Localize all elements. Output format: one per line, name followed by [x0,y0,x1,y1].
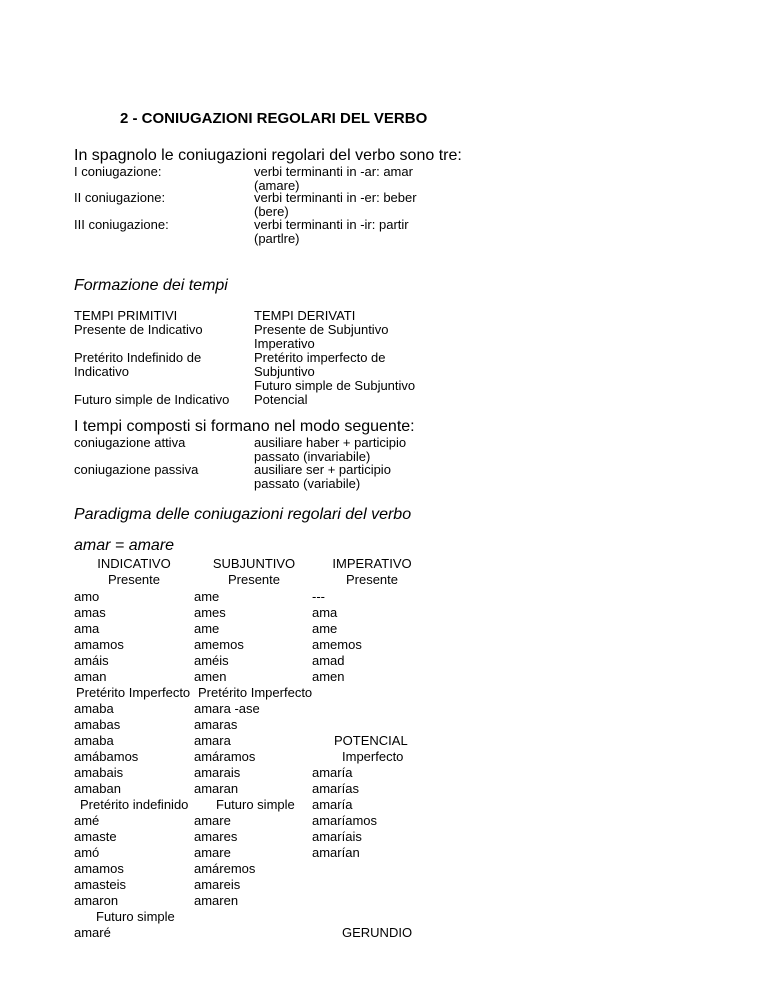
form-cell: amasteis [74,877,127,892]
gerundio-header: GERUNDIO [342,925,413,940]
form-cell: amarías [312,781,359,796]
form-cell: ame [312,621,338,636]
form-cell: amen [312,669,345,684]
form-cell: amaban [74,781,121,796]
form-cell: améis [194,653,229,668]
form-cell: ames [194,605,226,620]
form-cell: amabas [74,717,121,732]
tense-label: Pretérito indefinido [80,797,189,812]
intro-desc-3a: verbi terminanti in -ir: partir [254,217,409,232]
composti-desc-2a: ausiliare ser + participio [254,462,391,477]
form-cell: amó [74,845,100,860]
form-cell: ame [194,621,220,636]
primitivi-line: TEMPI PRIMITIVI [74,308,178,323]
form-cell: amé [74,813,100,828]
form-cell: amaran [194,781,239,796]
imperativo-column [312,589,412,941]
primitivi-line [74,337,229,351]
primitivi-line: Presente de Indicativo [74,322,203,337]
form-cell: amarían [312,845,360,860]
blank-cell [312,685,412,701]
primitivi-line: Futuro simple de Indicativo [74,392,230,407]
form-cell: amaras [194,717,238,732]
form-cell: amabais [74,765,124,780]
form-cell: amares [194,829,238,844]
form-cell: amáremos [194,861,256,876]
form-cell: amara -ase [194,701,260,716]
blank-cell [312,717,412,733]
form-cell: amaren [194,893,239,908]
derivati-line: Subjuntivo [254,364,315,379]
form-cell: amaste [74,829,117,844]
form-cell: amaría [312,765,353,780]
tense-label: Futuro simple [96,909,175,924]
intro-desc-3b: (partlre) [254,231,300,246]
form-cell: amaré [74,925,111,940]
form-cell: amemos [194,637,244,652]
form-cell: amáis [74,653,109,668]
form-cell: amáramos [194,749,256,764]
form-cell: ama [312,605,338,620]
form-cell: --- [312,589,325,604]
composti-heading: I tempi composti si formano nel modo seguente: [74,418,415,435]
form-cell: amad [312,653,345,668]
intro-heading: In spagnolo le coniugazioni regolari del verbo sono tre: [74,147,462,164]
form-cell: amo [74,589,100,604]
intro-desc-1b: (amare) [254,178,300,193]
intro-label-1: I coniugazione: [74,164,162,179]
subjuntivo-subheader: Presente [227,572,281,587]
form-cell: ame [194,589,220,604]
form-cell: amarais [194,765,241,780]
page-title: 2 - CONIUGAZIONI REGOLARI DEL VERBO [120,110,428,127]
form-cell: amas [74,605,106,620]
tense-label: Pretérito Imperfecto [76,685,191,700]
blank-cell [312,701,412,717]
composti-desc-1a: ausiliare haber + participio [254,435,407,450]
form-cell: amen [194,669,227,684]
primitivi-column [74,309,229,407]
indicativo-column [74,589,190,941]
derivati-line: Potencial [254,392,308,407]
paradigma-heading: Paradigma delle coniugazioni regolari del verbo [74,506,412,523]
form-cell: amareis [194,877,241,892]
intro-label-3: III coniugazione: [74,217,169,232]
form-cell: amaríais [312,829,362,844]
form-cell: amaron [74,893,119,908]
derivati-column [254,309,415,407]
primitivi-line: Indicativo [74,364,129,379]
form-cell: amaba [74,733,114,748]
intro-desc-1a: verbi terminanti in -ar: amar [254,164,413,179]
indicativo-header: INDICATIVO [97,556,171,571]
intro-label-2: II coniugazione: [74,190,166,205]
blank-cell [312,893,412,909]
form-cell: amara [194,733,231,748]
subjuntivo-column [194,589,312,909]
form-cell: amamos [74,861,124,876]
intro-desc-2a: verbi terminanti in -er: beber [254,190,417,205]
verb-title: amar = amare [74,537,175,554]
form-cell: aman [74,669,107,684]
potencial-header: POTENCIAL [334,733,408,748]
derivati-line: Pretérito imperfecto de [254,350,386,365]
imperativo-subheader: Presente [345,572,399,587]
form-cell: amaríamos [312,813,378,828]
blank-cell [312,909,412,925]
form-cell: amaría [312,797,353,812]
indicativo-subheader: Presente [107,572,161,587]
derivati-line: TEMPI DERIVATI [254,308,356,323]
blank-cell [312,861,412,877]
composti-desc-1b: passato (invariabile) [254,449,371,464]
intro-desc-2b: (bere) [254,204,289,219]
formazione-heading: Formazione dei tempi [74,277,228,294]
subjuntivo-header: SUBJUNTIVO [212,556,296,571]
composti-label-2: coniugazione passiva [74,462,199,477]
form-cell: ama [74,621,100,636]
primitivi-line: Pretérito Indefinido de [74,350,202,365]
tense-label: Pretérito Imperfecto [198,685,313,700]
derivati-line: Presente de Subjuntivo [254,322,389,337]
form-cell: amare [194,845,231,860]
form-cell: amábamos [74,749,139,764]
imperativo-header: IMPERATIVO [332,556,412,571]
composti-desc-2b: passato (variabile) [254,476,361,491]
blank-cell [312,877,412,893]
derivati-line: Futuro simple de Subjuntivo [254,378,416,393]
tense-label: Futuro simple [216,797,295,812]
form-cell: amare [194,813,231,828]
primitivi-line [74,379,229,393]
form-cell: amamos [74,637,124,652]
form-cell: amaba [74,701,114,716]
derivati-line: Imperativo [254,336,315,351]
potencial-subheader: Imperfecto [342,749,404,764]
composti-label-1: coniugazione attiva [74,435,186,450]
form-cell: amemos [312,637,362,652]
